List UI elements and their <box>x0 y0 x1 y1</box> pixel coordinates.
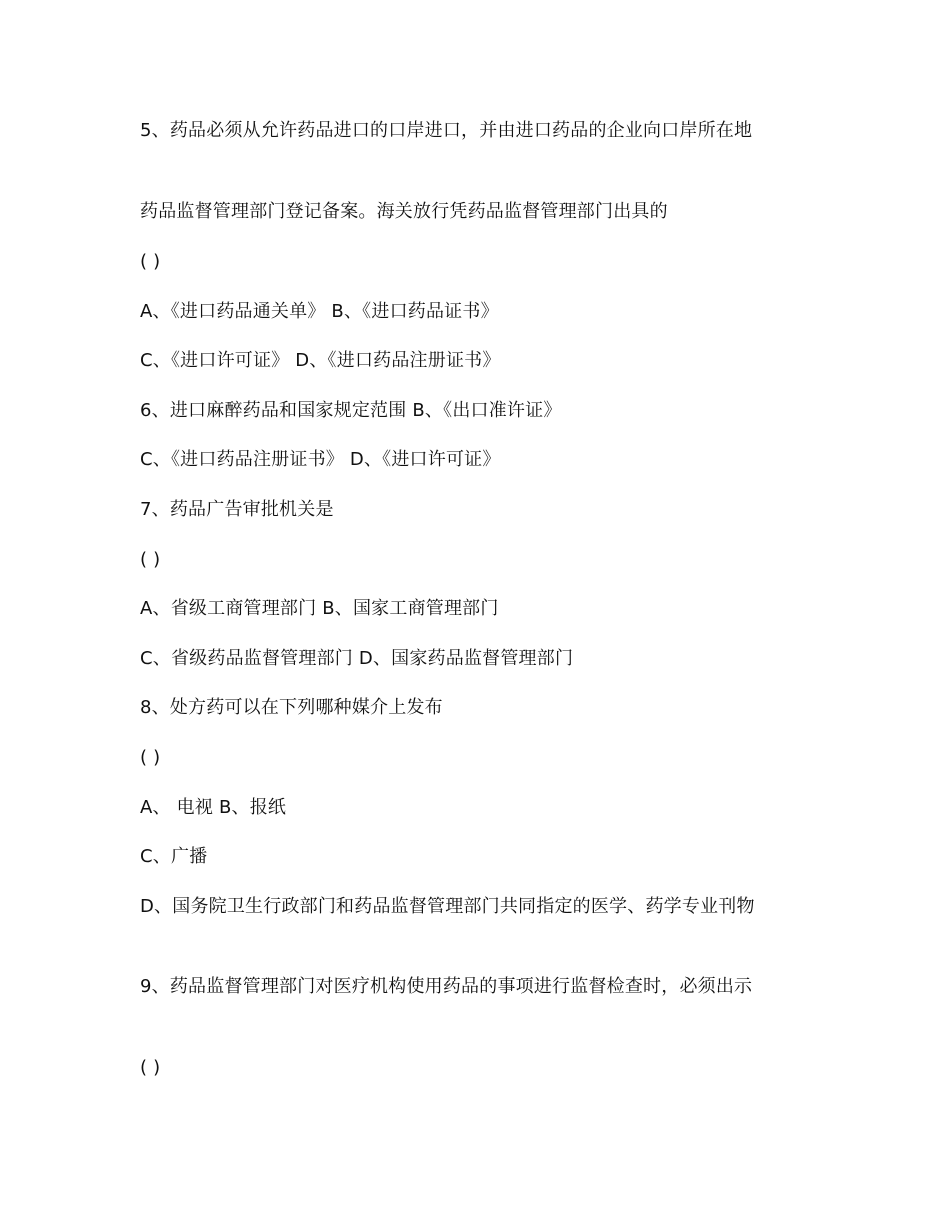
question-6-text: 6、进口麻醉药品和国家规定范围 B、《出口准许证》 <box>140 400 562 421</box>
question-5-text: 5、药品必须从允许药品进口的口岸进口，并由进口药品的企业向口岸所在地 <box>140 120 753 141</box>
question-5-answer-blank: ( ) <box>140 251 161 272</box>
question-9-answer-blank: ( ) <box>140 1057 161 1078</box>
question-8-text: 8、处方药可以在下列哪种媒介上发布 <box>140 697 443 718</box>
question-7-answer-blank: ( ) <box>140 549 161 570</box>
question-8-option-d: D、国务院卫生行政部门和药品监督管理部门共同指定的医学、药学专业刊物 <box>140 896 755 917</box>
question-8-answer-blank: ( ) <box>140 747 161 768</box>
question-7-options-ab: A、省级工商管理部门 B、国家工商管理部门 <box>140 598 499 619</box>
question-6-options-cd: C、《进口药品注册证书》 D、《进口许可证》 <box>140 449 501 470</box>
question-5-options-cd: C、《进口许可证》 D、《进口药品注册证书》 <box>140 350 501 371</box>
question-7-text: 7、药品广告审批机关是 <box>140 499 334 520</box>
question-5-text-continued: 药品监督管理部门登记备案。海关放行凭药品监督管理部门出具的 <box>140 201 668 222</box>
question-9-text: 9、药品监督管理部门对医疗机构使用药品的事项进行监督检查时，必须出示 <box>140 976 753 997</box>
question-5-options-ab: A、《进口药品通关单》 B、《进口药品证书》 <box>140 301 499 322</box>
question-8-options-ab: A、 电视 B、报纸 <box>140 797 287 818</box>
question-8-option-c: C、广播 <box>140 846 208 867</box>
question-7-options-cd: C、省级药品监督管理部门 D、国家药品监督管理部门 <box>140 648 574 669</box>
